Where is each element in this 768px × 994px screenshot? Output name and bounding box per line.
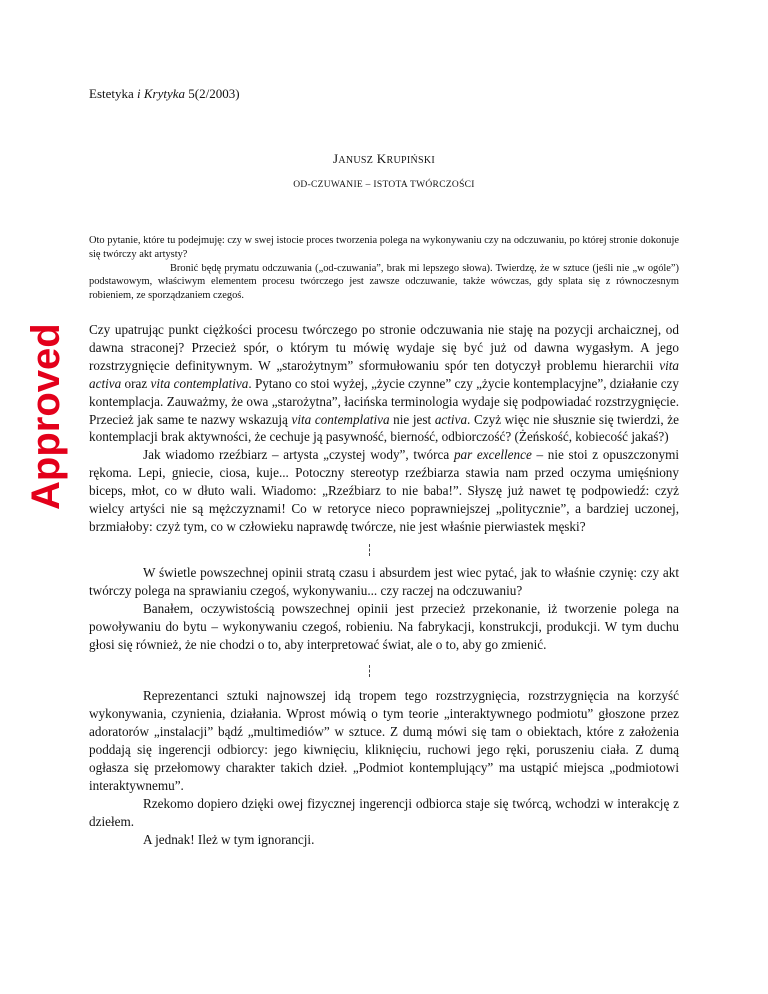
body-text: Czy upatrując punkt ciężkości procesu twórczego po stronie odczuwania nie staję na pozycji archaicznej, od dawna straconej? Przecież spór, o którym tu mówię wydaje się być już od dawna wygasłym. A jego rozstrzygnięcie definitywnym. W „starożytnym” sformułowaniu spór ten dotyczył problemu hierarchii	[89, 322, 679, 373]
body-text: . Pytano co stoi wyżej, „życie czynne” czy „życie kontemplacyjne”, działanie czy kontemplacja. Zauważmy, że owa „starożytna”, łacińska terminologia wydaje się podpowiadać rozstrzygnięcie. Przecież jak same te nazwy wskazują	[89, 375, 680, 427]
latin-term: vita contemplativa	[291, 411, 390, 427]
body-paragraph: Banałem, oczywistością powszechnej opinii jest przecież przekonanie, iż tworzenie polega na powoływaniu do bytu – wykonywaniu czegoś, robieniu. Na fabrykacji, konstrukcji, produkcji. W tym duchu głosi się również, że nie chodzi o to, aby interpretować świat, ale o to, aby go zmienić.	[89, 600, 679, 652]
author-last-initial: K	[376, 151, 387, 166]
body-paragraph	[89, 446, 679, 536]
body-paragraph: A jednak! Ileż w tym ignorancji.	[143, 831, 315, 847]
author-name	[0, 151, 768, 167]
author-first-rest: ANUSZ	[338, 155, 374, 166]
author-last-rest: RUPIŃSKI	[386, 155, 435, 166]
section-separator	[89, 653, 679, 687]
article-body	[89, 321, 679, 849]
body-text: nie jest	[389, 411, 435, 427]
abstract-paragraph: Oto pytanie, które tu podejmuję: czy w swej istocie proces tworzenia polega na wykonywaniu czy na odczuwaniu, po której stronie dokonuje się twórczy akt artysty?	[89, 235, 679, 260]
section-separator	[89, 536, 679, 564]
separator-mark	[369, 665, 371, 677]
abstract-paragraph: Bronić będę prymatu odczuwania („od-czuwania”, brak mi lepszego słowa). Twierdzę, że w sztuce (jeśli nie „w ogóle”) podstawowym, właściwym elementem procesu twórczego jest zawsze odczuwanie, także wówczas, gdy splata się z równoczesnym robieniem, ze sporządzaniem czegoś.	[89, 262, 679, 302]
author-first-initial: J	[333, 151, 339, 166]
journal-issue: 5(2/2003)	[185, 86, 240, 101]
article-title: OD-CZUWANIE – ISTOTA TWÓRCZOŚCI	[293, 180, 475, 190]
body-text: – nie stoi z opuszczonymi rękoma. Lepi, gniecie, ciosa, kuje... Potoczny stereotyp rzeźbiarza stawia nam przed oczyma umięśniony biceps, młot, co w dłuto wali. Wiadomo: „Rzeźbiarz to nie baba!”. Słyszę już nawet tę podpowiedź: czyż wielcy artyści nie są mężczyznami! Co w retoryce nieco poprawniejszej „politycznie”, a bardziej uczonej, brzmiałoby: czyż tym, co w człowieku naprawdę twórcze, nie jest właśnie pierwiastek męski?	[89, 447, 679, 534]
journal-name-italic: i Krytyka	[137, 86, 186, 101]
latin-term: activa	[434, 411, 468, 427]
body-paragraph: Rzekomo dopiero dzięki owej fizycznej ingerencji odbiorca staje się twórcą, wchodzi w interakcję z dziełem.	[89, 795, 679, 829]
approved-watermark: Approved	[24, 323, 68, 510]
journal-header	[89, 86, 240, 102]
body-text: Jak wiadomo rzeźbiarz – artysta „czystej wody”, twórca	[143, 447, 454, 463]
body-paragraph: Reprezentanci sztuki najnowszej idą tropem tego rozstrzygnięcia, rozstrzygnięcia na korzyść wykonywania, czynienia, działania. Wprost mówią o tym teorie „interaktywnego podmiotu” głoszone przez adoratorów „instalacji” bądź „multimediów” w sztuce. Z dumą mówi się tam o obiektach, które z założenia poddają się ingerencji odbiorcy: jego kiwnięciu, kliknięciu, ruchowi jego ręki, poruszeniu ciała. Z dumą ogłasza się przełomowy charakter takich dzieł. „Podmiot kontemplujący” ma ustąpić miejsca „podmiotowi interaktywnemu”.	[89, 688, 679, 793]
latin-term: vita activa	[89, 357, 679, 391]
body-paragraph	[89, 321, 679, 446]
journal-name: Estetyka	[89, 86, 138, 101]
body-text: oraz	[121, 375, 151, 391]
body-paragraph: W świetle powszechnej opinii stratą czasu i absurdem jest wiec pytać, jak to właśnie czynię: czy akt twórczy polega na sprawianiu czegoś, wykonywaniu... czy raczej na odczuwaniu?	[89, 564, 679, 598]
separator-mark	[369, 544, 371, 556]
abstract	[89, 234, 679, 303]
body-text: . Czyż więc nie słusznie się twierdzi, że kontemplacji brak aktywności, że cechuje ją pasywność, bierność, odbiorczość? (Żeńskość, kobiecość jakaś?)	[89, 411, 679, 445]
latin-term: vita contemplativa	[150, 375, 249, 391]
latin-term: par excellence	[453, 447, 532, 463]
